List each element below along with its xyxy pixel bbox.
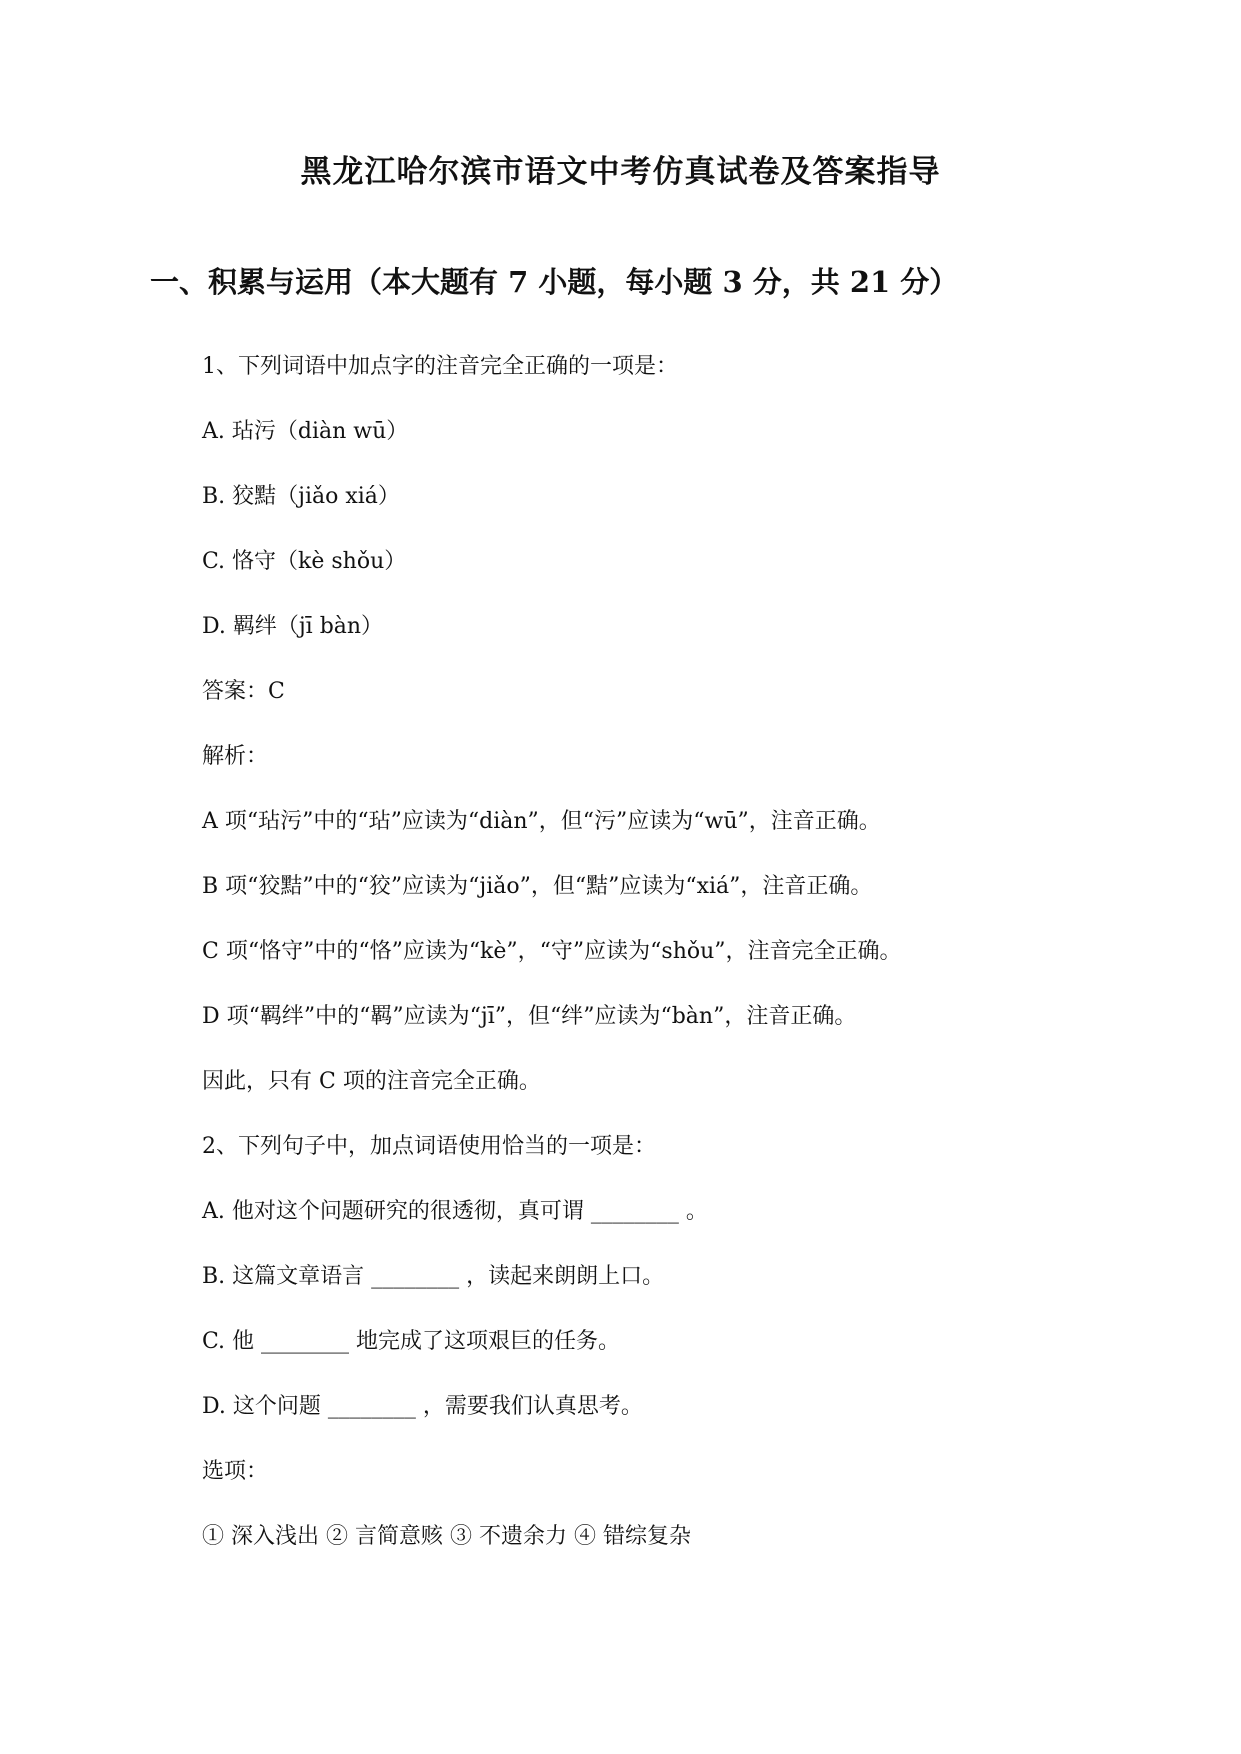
question-1-analysis-b: B 项“狡黠”中的“狡”应读为“jiǎo”，但“黠”应读为“xiá”，注音正确。 [202,874,873,899]
question-1-analysis-a: A 项“玷污”中的“玷”应读为“diàn”，但“污”应读为“wū”，注音正确。 [202,809,881,834]
question-1-stem: 1、下列词语中加点字的注音完全正确的一项是： [202,354,678,379]
question-2-option-b: B. 这篇文章语言 ________ ，读起来朗朗上口。 [202,1264,665,1289]
section-heading: 一、积累与运用（本大题有 7 小题，每小题 3 分，共 21 分） [150,265,959,299]
question-1-conclusion: 因此，只有 C 项的注音完全正确。 [202,1069,541,1094]
question-1-option-d: D. 羁绊（jī bàn） [202,614,384,639]
question-1-option-c: C. 恪守（kè shǒu） [202,549,407,574]
page-title: 黑龙江哈尔滨市语文中考仿真试卷及答案指导 [300,154,941,190]
question-1-answer: 答案：C [202,679,285,704]
question-1-analysis-d: D 项“羁绊”中的“羁”应读为“jī”，但“绊”应读为“bàn”，注音正确。 [202,1004,857,1029]
question-1-analysis-c: C 项“恪守”中的“恪”应读为“kè”，“守”应读为“shǒu”，注音完全正确。 [202,939,902,964]
question-2-option-c: C. 他 ________ 地完成了这项艰巨的任务。 [202,1329,621,1354]
question-2-choices-label: 选项： [202,1459,269,1484]
question-1-option-b: B. 狡黠（jiǎo xiá） [202,484,400,509]
question-2-choices: ① 深入浅出 ② 言简意赅 ③ 不遗余力 ④ 错综复杂 [202,1524,691,1549]
question-2-option-a: A. 他对这个问题研究的很透彻，真可谓 ________ 。 [202,1199,708,1224]
question-1-option-a: A. 玷污（diàn wū） [202,419,409,444]
question-1-analysis-label: 解析： [202,744,269,769]
question-2-option-d: D. 这个问题 ________ ，需要我们认真思考。 [202,1394,643,1419]
question-2-stem: 2、下列句子中，加点词语使用恰当的一项是： [202,1134,656,1159]
